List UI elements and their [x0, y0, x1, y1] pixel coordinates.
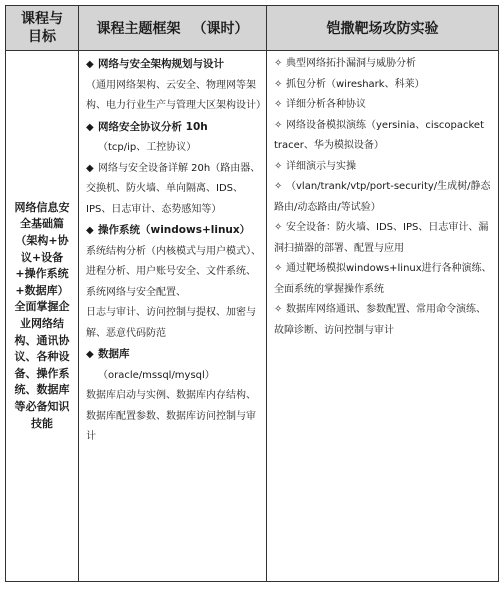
course-table — [5, 5, 499, 582]
section-db-body2: 数据库启动与实例、数据库内存结构、数据库配置参数、数据库访问控制与审计 — [86, 390, 256, 442]
diamond-icon: ◆ — [86, 349, 94, 360]
header-goal — [6, 6, 79, 50]
lab-item: ✧ （vlan/trank/vtp/port-security/生成树/静态路由/动态路由/等试验） — [274, 177, 495, 218]
section-protocol-body: （tcp/ip、工控协议） — [98, 142, 197, 153]
lab-item: ✧ 详细演示与实操 — [274, 157, 495, 178]
star-bullet-icon: ✧ — [274, 119, 283, 131]
lab-item: ✧ 详细分析各种协议 — [274, 95, 495, 116]
framework-cell — [79, 51, 267, 581]
diamond-icon: ◆ — [86, 162, 94, 174]
header-goal-line2: 目标 — [28, 29, 56, 45]
goal-cell — [6, 51, 79, 581]
goal-text: 网络信息安全基础篇（架构+协议+设备+操作系统+数据库）全面掌握企业网络结构、通讯协议、各种设备、操作系统、数据库等必备知识技能 — [14, 200, 70, 430]
diamond-icon: ◆ — [86, 225, 94, 236]
section-devices: ◆ 网络与安全设备详解 20h（路由器、交换机、防火墙、单向隔离、IDS、IPS、日志审计、态势感知等） — [86, 159, 262, 221]
section-architecture-title: ◆ 网络与安全架构规划与设计 — [86, 54, 262, 76]
lab-item: ✧ 安全设备：防火墙、IDS、IPS、日志审计、漏洞扫描器的部署、配置与应用 — [274, 218, 495, 259]
section-db-body1: （oracle/mssql/mysql） — [98, 369, 215, 381]
star-bullet-icon: ✧ — [274, 78, 283, 90]
section-protocol-title: ◆ 网络安全协议分析 10h — [86, 117, 262, 139]
table-header — [6, 6, 498, 51]
star-bullet-icon: ✧ — [274, 99, 283, 110]
header-framework-title: 课程主题框架 — [96, 21, 181, 37]
lab-cell — [267, 51, 498, 581]
header-goal-line1: 课程与 — [21, 11, 63, 27]
lab-item: ✧ 通过靶场模拟windows+linux进行各种演练、全面系统的掌握操作系统 — [274, 259, 495, 300]
lab-item: ✧ 网络设备模拟演练（yersinia、ciscopacket tracer、华为模拟设备） — [274, 116, 495, 157]
star-bullet-icon: ✧ — [274, 263, 283, 274]
section-db-title: ◆ 数据库 — [86, 344, 262, 366]
lab-item: ✧ 典型网络拓扑漏洞与威胁分析 — [274, 54, 495, 75]
star-bullet-icon: ✧ — [274, 160, 283, 172]
star-bullet-icon: ✧ — [274, 58, 283, 69]
section-architecture-body: （通用网络架构、云安全、物理网等架构、电力行业生产与管理大区架构设计） — [86, 79, 266, 111]
section-os-body2: 日志与审计、访问控制与提权、加密与解、恶意代码防范 — [86, 307, 256, 339]
diamond-icon: ◆ — [86, 121, 94, 133]
diamond-icon: ◆ — [86, 59, 94, 70]
lab-item: ✧ 抓包分析（wireshark、科莱） — [274, 75, 495, 96]
star-bullet-icon: ✧ — [274, 304, 283, 315]
header-lab: 铠撒靶场攻防实验 — [326, 21, 439, 37]
section-os-title: ◆ 操作系统（windows+linux） — [86, 220, 262, 242]
lab-item: ✧ 数据库网络通讯、参数配置、常用命令演练、故障诊断、访问控制与审计 — [274, 300, 495, 341]
star-bullet-icon: ✧ — [274, 181, 283, 192]
section-os-body1: 系统结构分析（内核模式与用户模式）、进程分析、用户账号安全、文件系统、系统网络与安全配置、 — [86, 245, 261, 298]
header-framework — [79, 6, 267, 50]
header-framework-unit: （课时） — [192, 21, 249, 37]
star-bullet-icon: ✧ — [274, 222, 283, 233]
